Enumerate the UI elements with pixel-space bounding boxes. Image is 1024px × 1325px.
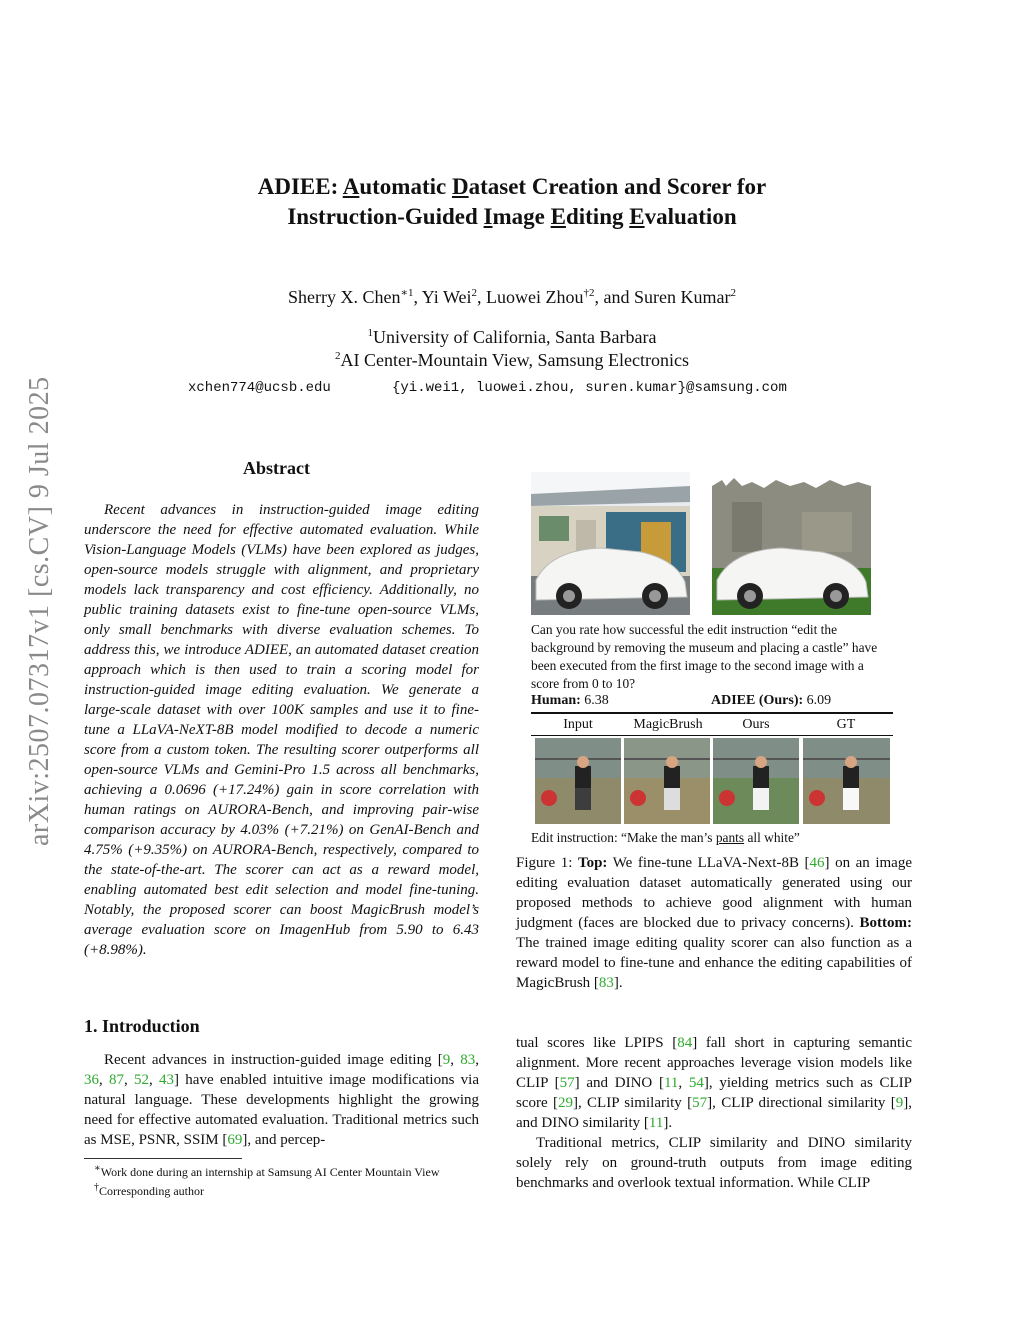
- footnote-rule: [84, 1158, 242, 1159]
- affiliation-1: $^1$University of California, Santa Barbara: [367, 327, 657, 347]
- edit-instruction: Edit instruction: “Make the man’s pants all white”: [531, 830, 800, 845]
- right-column-text: tual scores like LPIPS [84] fall short in capturing semantic alignment. More recent approaches leverage vision models like CLIP [57] and DINO [11, 54], yielding metrics such as CLIP score [29], CLIP similarity [57], CLIP directional similarity [9], and DINO similarity [11]. Traditional metrics, CLIP similarity and DINO similarity solely rely on ground-truth outputs from image editing benchmarks and overlook textual information. While CLIP: [516, 1035, 913, 1191]
- baseball-input-image: [535, 738, 621, 824]
- col-header-gt: GT: [836, 717, 856, 732]
- baseball-magicbrush-image: [624, 738, 710, 824]
- footnotes: ∗Work done during an internship at Samsung AI Center Mountain View †Corresponding author: [94, 1163, 440, 1198]
- baseball-gt-image: [803, 738, 890, 824]
- figure-caption: Figure 1: Top: We fine-tune LLaVA-Next-8B [46] on an image editing evaluation dataset automatically generated using our proposed methods to achieve good alignment with human judgment (faces are blocked due to privacy concerns). Bottom: The trained image editing quality scorer can also function as a reward model to fine-tune and enhance the editing capabilities of MagicBrush [83].: [516, 855, 913, 991]
- abstract-heading: Abstract: [243, 458, 310, 478]
- email-1: xchen774@ucsb.edu: [188, 380, 331, 396]
- title-line-1: ADIEE: Automatic Dataset Creation and Scorer for: [257, 174, 767, 199]
- title-line-2: Instruction-Guided Image Editing Evaluation: [287, 204, 737, 229]
- email-2: {yi.wei1, luowei.zhou, suren.kumar}@samsung.com: [392, 380, 787, 396]
- author-list: Sherry X. Chen$^{∗1}$, Yi Wei$^2$, Luowei Zhou$^{\dagger 2}$, and Suren Kumar$^2$: [288, 287, 736, 307]
- col-header-input: Input: [563, 717, 593, 732]
- figure-scores: Human: 6.38 ADIEE (Ours): 6.09: [531, 693, 832, 708]
- table-mid-rule: [531, 735, 893, 736]
- baseball-ours-image: [713, 738, 799, 824]
- abstract-body: Recent advances in instruction-guided image editing underscore the need for effective automated evaluation. While Vision-Language Models (VLMs) have been explored as judges, open-source models struggle with alignment, and proprietary models lack transparency and cost efficiency. Additionally, no public training datasets exist to fine-tune open-source VLMs, only small benchmarks with diverse evaluation schemes. To address this, we introduce ADIEE, an automated dataset creation approach which is then used to train a scoring model for instruction-guided image editing evaluation. We generate a large-scale dataset with over 100K samples and use it to fine-tune a LLaVA-NeXT-8B model modified to decode a numeric score from a custom token. The resulting scorer outperforms all open-source VLMs and Gemini-Pro 1.5 across all benchmarks, achieving a 0.0696 (+17.24%) gain in score correlation with human ratings on AURORA-Bench, and improving pair-wise comparison accuracy by 4.03% (+7.21%) on GenAI-Bench and 4.75% (+9.35%) on AURORA-Bench, respectively, compared to the state-of-the-art. The scorer can act as a reward model, enabling automated best edit selection and model fine-tuning. Notably, the proposed scorer can boost MagicBrush model’s average evaluation score on ImagenHub from 5.90 to 6.43 (+8.98%).: [84, 502, 479, 958]
- affiliation-2: $^2$AI Center-Mountain View, Samsung Electronics: [335, 350, 689, 370]
- figure-input-image: [531, 472, 690, 615]
- intro-heading: 1. Introduction: [84, 1016, 200, 1036]
- paper-title: [0, 172, 1024, 232]
- figure-question: Can you rate how successful the edit instruction “edit the background by removing the museum and placing a castle” have been executed from the first image to the second image with a score from 0 to 10?: [531, 622, 878, 691]
- arxiv-identifier: arXiv:2507.07317v1 [cs.CV] 9 Jul 2025: [24, 376, 55, 846]
- figure-edited-image: [712, 472, 871, 615]
- col-header-ours: Ours: [742, 717, 770, 732]
- table-top-rule: [531, 712, 893, 714]
- intro-paragraph: Recent advances in instruction-guided image editing [9, 83, 36, 87, 52, 43] have enabled intuitive image modifications via natural language. These developments highlight the growing need for effective automated evaluation. Traditional metrics such as MSE, PSNR, SSIM [69], and percep-: [84, 1052, 480, 1148]
- col-header-magicbrush: MagicBrush: [633, 717, 703, 732]
